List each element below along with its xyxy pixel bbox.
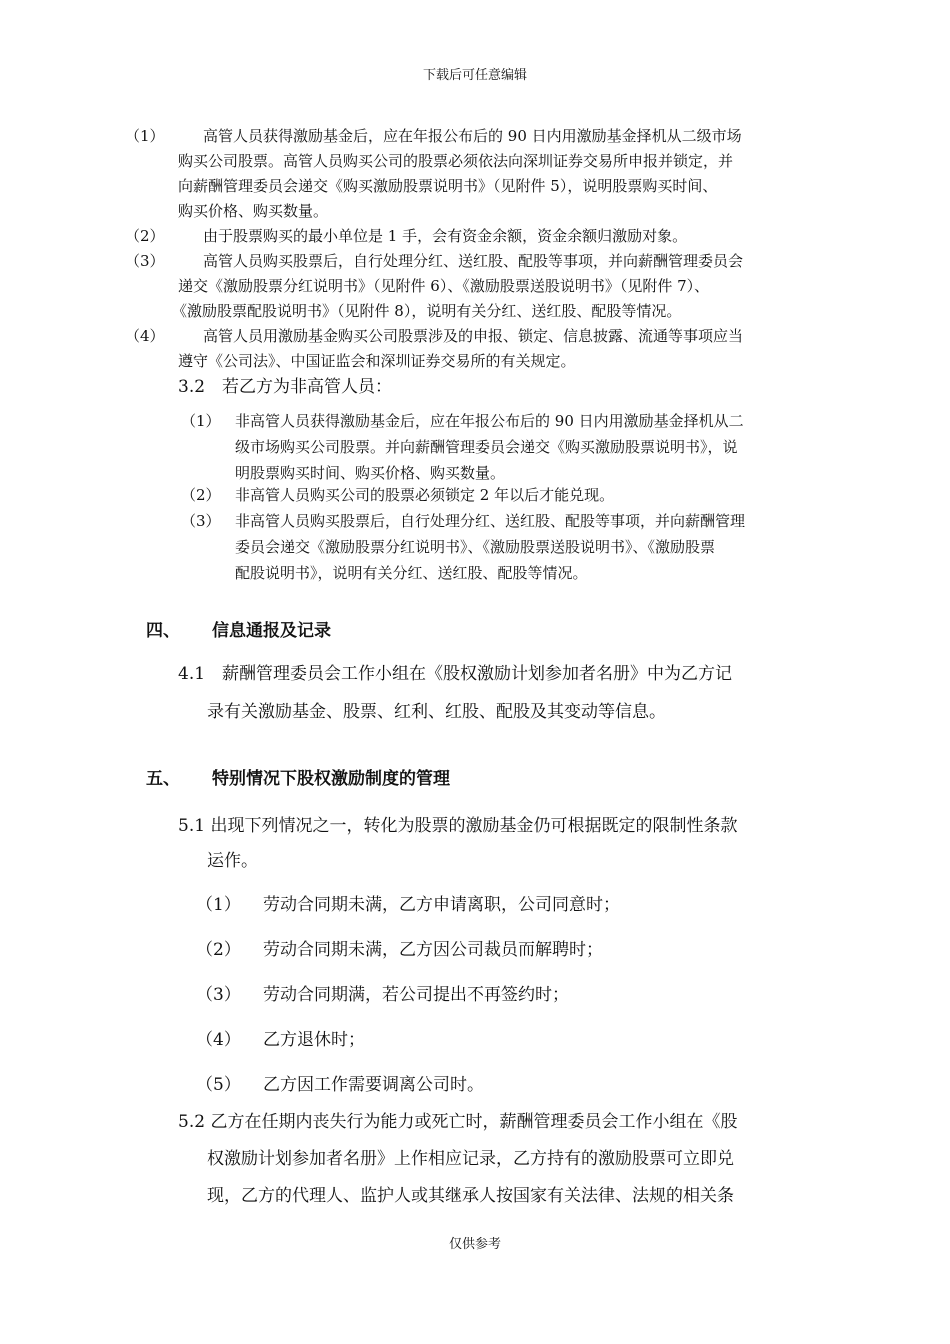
item-number: （3）: [181, 512, 221, 530]
item-line: 非高管人员获得激励基金后，应在年报公布后的 90 日内用激励基金择机从二: [235, 412, 744, 430]
paragraph-text: 4.1 薪酬管理委员会工作小组在《股权激励计划参加者名册》中为乙方记: [178, 664, 733, 684]
item-line: 非高管人员购买股票后，自行处理分红、送红股、配股等事项，并向薪酬管理: [235, 512, 746, 530]
item-line: 非高管人员购买公司的股票必须锁定 2 年以后才能兑现。: [235, 486, 615, 504]
item-line: 委员会递交《激励股票分红说明书》、《激励股票送股说明书》、《激励股票: [235, 538, 716, 556]
section-number: 四、: [146, 621, 180, 641]
item-number: （1）: [125, 127, 165, 145]
item-number: （5）: [196, 1075, 241, 1095]
item-number: （4）: [125, 327, 165, 345]
subsection-title: 3.2 若乙方为非高管人员：: [178, 377, 393, 397]
item-number: （2）: [181, 486, 221, 504]
item-line: 《激励股票配股说明书》（见附件 8），说明有关分红、送红股、配股等情况。: [172, 302, 682, 320]
item-text: 乙方退休时；: [263, 1030, 365, 1050]
item-line: 遵守《公司法》、中国证监会和深圳证券交易所的有关规定。: [178, 352, 576, 370]
item-line: 级市场购买公司股票。并向薪酬管理委员会递交《购买激励股票说明书》，说: [235, 438, 738, 456]
paragraph-text: 运作。: [207, 851, 258, 871]
item-number: （2）: [196, 940, 241, 960]
item-number: （3）: [125, 252, 165, 270]
page-footer: 仅供参考: [448, 1237, 501, 1252]
paragraph-text: 现，乙方的代理人、监护人或其继承人按国家有关法律、法规的相关条: [207, 1186, 734, 1206]
paragraph-text: 录有关激励基金、股票、红利、红股、配股及其变动等信息。: [207, 702, 666, 722]
paragraph-text: 5.2 乙方在任期内丧失行为能力或死亡时，薪酬管理委员会工作小组在《股: [178, 1112, 738, 1132]
item-number: （1）: [196, 895, 241, 915]
section-title: 特别情况下股权激励制度的管理: [212, 769, 450, 789]
section-title: 信息通报及记录: [212, 621, 331, 641]
item-text: 乙方因工作需要调离公司时。: [263, 1075, 484, 1095]
page-header: 下载后可任意编辑: [422, 68, 527, 83]
item-text: 劳动合同期未满，乙方因公司裁员而解聘时；: [263, 940, 603, 960]
paragraph-text: 权激励计划参加者名册》上作相应记录，乙方持有的激励股票可立即兑: [207, 1149, 734, 1169]
paragraph-text: 5.1 出现下列情况之一，转化为股票的激励基金仍可根据既定的限制性条款: [178, 816, 738, 836]
section-number: 五、: [146, 769, 180, 789]
item-line: 高管人员用激励基金购买公司股票涉及的申报、锁定、信息披露、流通等事项应当: [203, 327, 744, 345]
item-number: （3）: [196, 985, 241, 1005]
item-line: 购买公司股票。高管人员购买公司的股票必须依法向深圳证券交易所申报并锁定，并: [178, 152, 734, 170]
item-line: 由于股票购买的最小单位是 1 手，会有资金余额，资金余额归激励对象。: [203, 227, 688, 245]
item-text: 劳动合同期满，若公司提出不再签约时；: [263, 985, 569, 1005]
item-line: 购买价格、购买数量。: [178, 202, 329, 220]
item-text: 劳动合同期未满，乙方申请离职，公司同意时；: [263, 895, 620, 915]
item-number: （2）: [125, 227, 165, 245]
item-line: 向薪酬管理委员会递交《购买激励股票说明书》（见附件 5），说明股票购买时间、: [178, 177, 718, 195]
item-number: （4）: [196, 1030, 241, 1050]
item-number: （1）: [181, 412, 221, 430]
item-line: 高管人员购买股票后，自行处理分红、送红股、配股等事项，并向薪酬管理委员会: [203, 252, 744, 270]
item-line: 明股票购买时间、购买价格、购买数量。: [235, 464, 506, 482]
item-line: 高管人员获得激励基金后，应在年报公布后的 90 日内用激励基金择机从二级市场: [203, 127, 742, 145]
item-line: 递交《激励股票分红说明书》（见附件 6）、《激励股票送股说明书》（见附件 7）、: [178, 277, 710, 295]
item-line: 配股说明书》，说明有关分红、送红股、配股等情况。: [235, 564, 588, 582]
